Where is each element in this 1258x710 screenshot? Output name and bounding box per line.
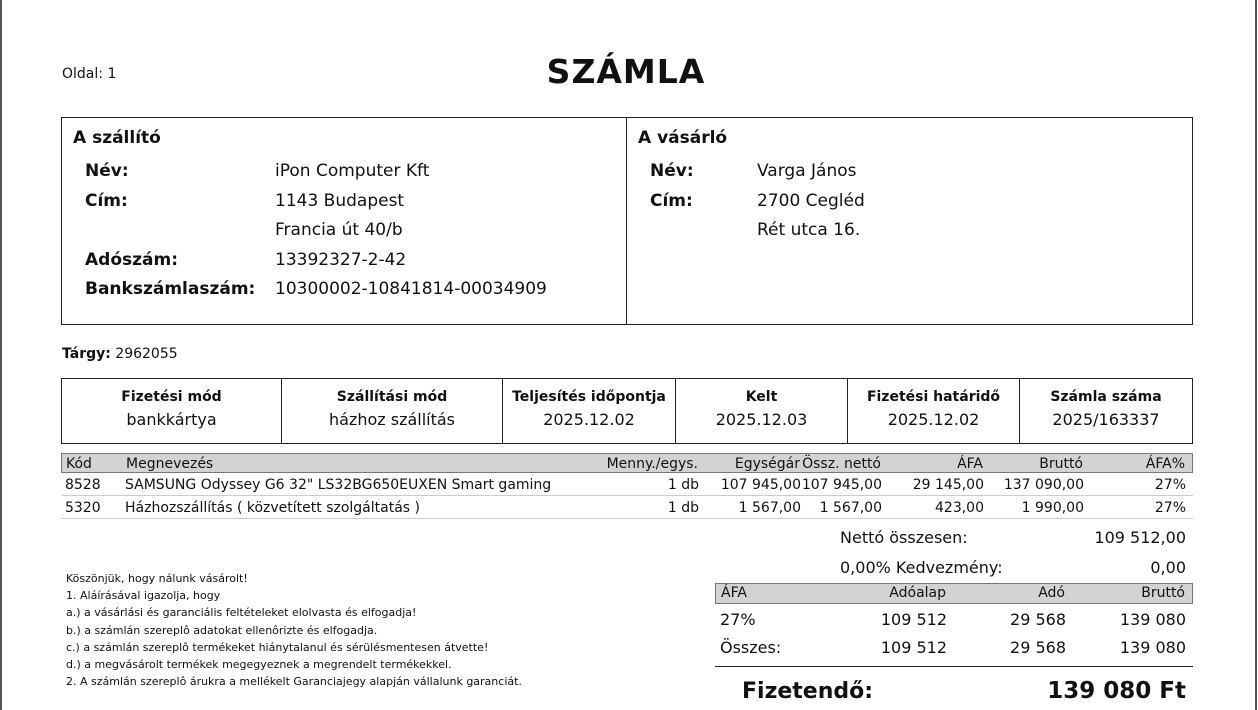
seller-address-line1: 1143 Budapest bbox=[275, 191, 405, 211]
page-number-value: 1 bbox=[107, 66, 117, 82]
vat-tax: 29 568 bbox=[1010, 610, 1066, 629]
table-row bbox=[715, 632, 1193, 660]
vat-base: 109 512 bbox=[880, 638, 947, 657]
buyer-box bbox=[626, 117, 1193, 325]
note-line: d.) a megvásárolt termékek megegyeznek a megrendelt termékekkel. bbox=[66, 658, 452, 672]
subject-value: 2962055 bbox=[115, 346, 178, 362]
page-border-right bbox=[1255, 0, 1257, 710]
due-cell bbox=[848, 379, 1020, 443]
item-name: Házhozszállítás ( közvetített szolgáltatás ) bbox=[125, 500, 420, 516]
discount-label: 0,00% Kedvezmény: bbox=[840, 558, 1003, 577]
item-vat-rate: 27% bbox=[1154, 500, 1186, 516]
buyer-address-line2: Rét utca 16. bbox=[757, 220, 861, 240]
item-net-total: 1 567,00 bbox=[819, 500, 882, 516]
shipping-method-value: házhoz szállítás bbox=[328, 410, 456, 429]
vat-header-row bbox=[715, 583, 1193, 604]
fulfillment-cell bbox=[503, 379, 676, 443]
divider bbox=[715, 666, 1193, 667]
vat-gross: 139 080 bbox=[1119, 638, 1186, 657]
invoice-notes bbox=[66, 570, 522, 690]
note-line: b.) a számlán szereplô adatokat ellenôrizte és elfogadja. bbox=[66, 623, 378, 637]
item-vat-rate: 27% bbox=[1154, 477, 1186, 493]
seller-address-line2: Francia út 40/b bbox=[275, 220, 403, 240]
item-gross: 137 090,00 bbox=[1003, 477, 1084, 493]
seller-box bbox=[61, 117, 627, 325]
note-line: Köszönjük, hogy nálunk vásárolt! bbox=[66, 572, 248, 585]
item-code: 8528 bbox=[65, 477, 101, 493]
col-code: Kód bbox=[66, 456, 92, 472]
page-number-label: Oldal: bbox=[62, 66, 103, 82]
seller-heading: A szállító bbox=[73, 128, 161, 148]
item-qty: 1 db bbox=[667, 477, 699, 493]
vat-tax: 29 568 bbox=[1010, 638, 1066, 657]
vat-col-tax: Adó bbox=[1038, 585, 1065, 601]
col-vat-rate: ÁFA% bbox=[1145, 456, 1185, 472]
subject-label: Tárgy: bbox=[62, 346, 111, 362]
note-line: c.) a számlán szereplô termékeket hiánytalanul és sérülésmentesen átvette! bbox=[66, 640, 489, 654]
vat-rate: 27% bbox=[720, 610, 756, 629]
vat-summary-table bbox=[715, 583, 1193, 660]
page-border-left bbox=[0, 0, 2, 710]
payment-method-cell bbox=[62, 379, 282, 443]
items-table bbox=[61, 453, 1193, 519]
col-name: Megnevezés bbox=[126, 456, 214, 472]
seller-bank-account: 10300002-10841814-00034909 bbox=[275, 279, 547, 299]
net-total-label: Nettó összesen: bbox=[840, 528, 968, 547]
table-row bbox=[715, 604, 1193, 632]
issued-date: 2025.12.03 bbox=[715, 410, 808, 429]
due-date: 2025.12.02 bbox=[887, 410, 980, 429]
buyer-name: Varga János bbox=[757, 161, 857, 181]
payment-method-value: bankkártya bbox=[126, 410, 217, 429]
due-label: Fizetési határidő bbox=[866, 389, 1001, 405]
col-vat: ÁFA bbox=[957, 456, 983, 472]
invoice-number-cell bbox=[1020, 379, 1192, 443]
table-row bbox=[61, 473, 1193, 496]
item-name: SAMSUNG Odyssey G6 32" LS32BG650EUXEN Smart gaming bbox=[125, 477, 552, 493]
subject bbox=[62, 346, 178, 362]
issued-cell bbox=[676, 379, 848, 443]
note-line: 1. Aláírásával igazolja, hogy bbox=[66, 589, 221, 603]
col-gross: Bruttó bbox=[1039, 456, 1083, 472]
seller-address-label: Cím: bbox=[85, 191, 128, 211]
buyer-address-line1: 2700 Cegléd bbox=[757, 191, 865, 211]
vat-col-rate: ÁFA bbox=[721, 585, 747, 601]
buyer-address-label: Cím: bbox=[650, 191, 693, 211]
payable-amount: 139 080 Ft bbox=[1047, 678, 1186, 704]
item-qty: 1 db bbox=[667, 500, 699, 516]
items-header-row bbox=[61, 453, 1193, 473]
note-line: a.) a vásárlási és garanciális feltételeket elolvasta és elfogadja! bbox=[66, 606, 417, 620]
item-net-total: 107 945,00 bbox=[801, 477, 882, 493]
item-vat: 29 145,00 bbox=[912, 477, 984, 493]
discount-value: 0,00 bbox=[1150, 558, 1186, 577]
note-line: 2. A számlán szereplô árukra a mellékelt Garanciajegy alapján vállalunk garanciát. bbox=[66, 675, 522, 689]
col-qty: Menny./egys. bbox=[606, 456, 698, 472]
fulfillment-date: 2025.12.02 bbox=[543, 410, 635, 429]
vat-base: 109 512 bbox=[880, 610, 947, 629]
buyer-name-label: Név: bbox=[650, 161, 694, 181]
table-row bbox=[61, 496, 1193, 519]
col-net-total: Össz. nettó bbox=[802, 456, 881, 472]
invoice-meta-table bbox=[61, 378, 1193, 444]
seller-tax-number: 13392327-2-42 bbox=[275, 250, 407, 270]
item-vat: 423,00 bbox=[935, 500, 984, 516]
vat-col-base: Adóalap bbox=[889, 585, 946, 601]
seller-name-label: Név: bbox=[85, 161, 129, 181]
seller-name: iPon Computer Kft bbox=[275, 161, 430, 181]
issued-label: Kelt bbox=[745, 389, 778, 405]
col-unit-price: Egységár bbox=[734, 456, 800, 472]
vat-col-gross: Bruttó bbox=[1141, 585, 1185, 601]
vat-gross: 139 080 bbox=[1119, 610, 1186, 629]
item-unit-price: 1 567,00 bbox=[738, 500, 801, 516]
payable-label: Fizetendő: bbox=[742, 679, 874, 704]
payment-method-label: Fizetési mód bbox=[121, 389, 222, 405]
fulfillment-label: Teljesítés időpontja bbox=[512, 389, 666, 405]
seller-bank-label: Bankszámlaszám: bbox=[85, 279, 256, 299]
net-total-value: 109 512,00 bbox=[1094, 528, 1186, 547]
buyer-heading: A vásárló bbox=[638, 128, 728, 148]
vat-rate: Összes: bbox=[720, 638, 782, 657]
document-title: SZÁMLA bbox=[546, 52, 706, 91]
invoice-number-label: Számla száma bbox=[1050, 389, 1162, 405]
item-unit-price: 107 945,00 bbox=[720, 477, 801, 493]
shipping-method-label: Szállítási mód bbox=[336, 389, 448, 405]
invoice-number: 2025/163337 bbox=[1052, 410, 1160, 429]
item-gross: 1 990,00 bbox=[1021, 500, 1084, 516]
seller-tax-label: Adószám: bbox=[85, 250, 179, 270]
item-code: 5320 bbox=[65, 500, 101, 516]
shipping-method-cell bbox=[282, 379, 503, 443]
